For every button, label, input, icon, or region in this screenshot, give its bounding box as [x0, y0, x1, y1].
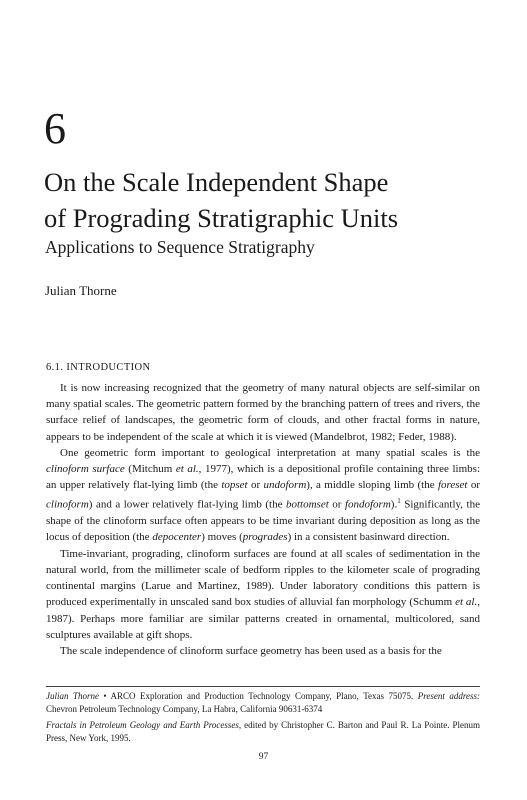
chapter-subtitle: Applications to Sequence Stratigraphy: [45, 237, 315, 257]
paragraph-1: It is now increasing recognized that the geometry of many natural objects are self-similar on many spatial scales. The geometric pattern formed by the branching pattern of trees and rivers, the surface relief of landscapes, the geometric form of clouds, and other fractal forms in nature, appears to be independent of the scale at which it is viewed (Mandelbrot, 1982; Feder, 1988).: [46, 382, 480, 443]
page-number: 97: [258, 752, 269, 762]
footnote-divider: [46, 686, 480, 687]
paragraph-3: Time-invariant, prograding, clinoform surfaces are found at all scales of sedimentation in the natural world, from the millimeter scale of bedform ripples to the kilometer scale of prograding continental margins (Larue and Martinez, 1989). Under laboratory conditions this pattern is produced experimentally in unscaled sand box studies of alluvial fan morphology (Schumm et al., 1987). Perhaps more familiar are similar patterns created in ornamental, multicolored, sand sculptures available at gift shops.: [46, 547, 480, 641]
chapter-number: 6: [44, 104, 66, 153]
footnote-marker: 1: [397, 497, 401, 506]
paragraph-4: The scale independence of clinoform surface geometry has been used as a basis for the: [60, 644, 442, 657]
body-text: [46, 380, 480, 659]
footnote-affiliation: Julian Thorne • ARCO Exploration and Production Technology Company, Plano, Texas 75075. Present address: Chevron Petroleum Technology Company, La Habra, California 90631-6374: [46, 691, 481, 714]
chapter-title-line-2: of Prograding Stratigraphic Units: [44, 203, 399, 233]
footnote-citation: Fractals in Petroleum Geology and Earth Processes, edited by Christopher C. Barton and Paul R. La Pointe. Plenum Press, New York, 1995.: [46, 720, 480, 743]
section-heading: 6.1. INTRODUCTION: [46, 362, 151, 373]
paragraph-2: One geometric form important to geological interpretation at many spatial scales is the clinoform surface (Mitchum et al., 1977), which is a depositional profile containing three limbs: an upper relatively flat-lying limb (the topset or undoform), a middle sloping limb (the foreset or clinoform) and a lower relatively flat-lying limb (the bottomset or fondoform).$^1$ Significantly, the shape of the clinoform surface often appears to be time invariant during deposition as long as the locus of deposition (the depocenter) moves (progrades) in a consistent basinward direction.: [46, 446, 481, 544]
chapter-title-line-1: On the Scale Independent Shape: [44, 167, 389, 197]
author-name: Julian Thorne: [45, 283, 117, 298]
